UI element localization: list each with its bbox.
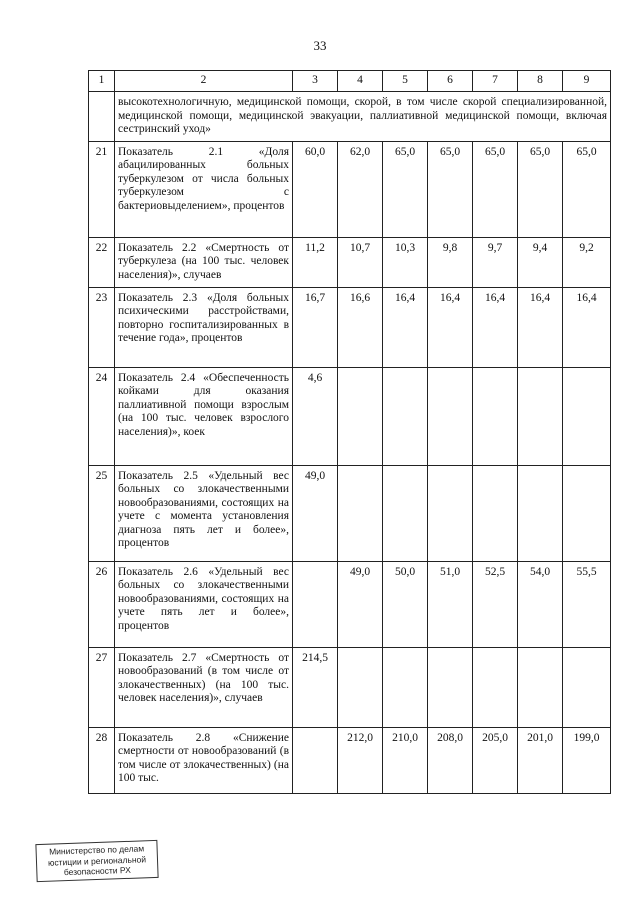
indicator-label: Показатель 2.6 «Удельный вес больных со злокачественными новообразованиями, состоящих на учете пять лет и более», процентов — [115, 561, 293, 647]
indicator-value: 49,0 — [338, 561, 383, 647]
indicator-value — [473, 465, 518, 561]
indicator-value — [338, 465, 383, 561]
indicator-value — [428, 647, 473, 727]
indicator-value: 9,4 — [518, 237, 563, 287]
table-row — [89, 647, 611, 727]
indicator-value: 10,3 — [383, 237, 428, 287]
indicator-value: 16,4 — [563, 287, 611, 367]
indicator-value: 9,8 — [428, 237, 473, 287]
indicator-value: 65,0 — [518, 141, 563, 237]
indicator-value — [428, 465, 473, 561]
indicator-value — [473, 647, 518, 727]
indicator-value — [518, 367, 563, 465]
indicator-value — [563, 647, 611, 727]
indicator-value — [383, 367, 428, 465]
header-row — [89, 71, 611, 92]
table-body — [89, 141, 611, 793]
header-cell: 9 — [563, 71, 611, 92]
indicator-value: 62,0 — [338, 141, 383, 237]
header-cell: 8 — [518, 71, 563, 92]
indicator-value — [563, 367, 611, 465]
indicators-table — [88, 70, 611, 794]
row-number: 21 — [89, 141, 115, 237]
indicator-value: 52,5 — [473, 561, 518, 647]
indicator-value — [428, 367, 473, 465]
header-cell: 6 — [428, 71, 473, 92]
indicator-label: Показатель 2.2 «Смертность от туберкулеза (на 100 тыс. человек населения)», случаев — [115, 237, 293, 287]
row-number: 25 — [89, 465, 115, 561]
indicator-value: 210,0 — [383, 727, 428, 793]
indicator-value: 16,6 — [338, 287, 383, 367]
header-cell: 1 — [89, 71, 115, 92]
table-row — [89, 465, 611, 561]
indicator-value: 199,0 — [563, 727, 611, 793]
indicator-value: 65,0 — [383, 141, 428, 237]
row-number: 22 — [89, 237, 115, 287]
table-row — [89, 561, 611, 647]
indicator-value: 9,7 — [473, 237, 518, 287]
indicator-value: 65,0 — [428, 141, 473, 237]
indicator-value: 212,0 — [338, 727, 383, 793]
ministry-stamp: Министерство по делам юстиции и региональной безопасности РХ — [35, 840, 158, 882]
table-row — [89, 287, 611, 367]
table-row — [89, 141, 611, 237]
indicator-label: Показатель 2.7 «Смертность от новообразований (в том числе от злокачественных) (на 100 тыс. человек населения)», случаев — [115, 647, 293, 727]
table-row — [89, 367, 611, 465]
indicator-value: 9,2 — [563, 237, 611, 287]
indicator-label: Показатель 2.8 «Снижение смертности от новообразований (в том числе от злокачественных) (на 100 тыс. — [115, 727, 293, 793]
indicator-label: Показатель 2.4 «Обеспеченность койками для оказания паллиативной помощи взрослым (на 100 тыс. человек взрослого населения)», коек — [115, 367, 293, 465]
row-number: 24 — [89, 367, 115, 465]
indicator-value: 54,0 — [518, 561, 563, 647]
continuation-row — [89, 92, 611, 142]
indicator-value: 4,6 — [293, 367, 338, 465]
indicator-value: 60,0 — [293, 141, 338, 237]
indicator-value: 205,0 — [473, 727, 518, 793]
header-cell: 4 — [338, 71, 383, 92]
indicator-label: Показатель 2.5 «Удельный вес больных со злокачественными новообразованиями, состоящих на учете с момента установления диагноза пять лет и более», процентов — [115, 465, 293, 561]
indicator-value — [383, 647, 428, 727]
indicator-value — [293, 561, 338, 647]
indicator-value — [338, 647, 383, 727]
indicator-value: 55,5 — [563, 561, 611, 647]
row-number: 27 — [89, 647, 115, 727]
indicator-value: 16,4 — [473, 287, 518, 367]
header-cell: 7 — [473, 71, 518, 92]
indicator-value: 65,0 — [563, 141, 611, 237]
indicator-value — [563, 465, 611, 561]
row-number: 28 — [89, 727, 115, 793]
header-cell: 5 — [383, 71, 428, 92]
indicator-value: 201,0 — [518, 727, 563, 793]
indicator-value: 16,4 — [518, 287, 563, 367]
indicator-value: 50,0 — [383, 561, 428, 647]
indicator-value — [518, 465, 563, 561]
indicator-value: 16,4 — [428, 287, 473, 367]
indicator-value — [473, 367, 518, 465]
header-cell: 2 — [115, 71, 293, 92]
indicator-value — [293, 727, 338, 793]
header-cell: 3 — [293, 71, 338, 92]
indicator-value: 65,0 — [473, 141, 518, 237]
indicator-label: Показатель 2.3 «Доля больных психическими расстройствами, повторно госпитализированных в течение года», процентов — [115, 287, 293, 367]
indicator-value: 11,2 — [293, 237, 338, 287]
indicator-label: Показатель 2.1 «Доля абацилированных больных туберкулезом от числа больных туберкулезом с бактериовыделением», процентов — [115, 141, 293, 237]
indicator-value: 51,0 — [428, 561, 473, 647]
table-row — [89, 237, 611, 287]
table-row — [89, 727, 611, 793]
indicator-value — [338, 367, 383, 465]
indicator-value: 16,4 — [383, 287, 428, 367]
continuation-text: высокотехнологичную, медицинской помощи, скорой, в том числе скорой специализированной, медицинской помощи, медицинской эвакуации, паллиативной медицинской помощи, включая сестринский уход» — [115, 92, 611, 142]
indicator-value: 214,5 — [293, 647, 338, 727]
indicator-value — [383, 465, 428, 561]
indicator-value: 16,7 — [293, 287, 338, 367]
row-number: 26 — [89, 561, 115, 647]
page-number: 33 — [313, 38, 327, 53]
indicator-value — [518, 647, 563, 727]
indicator-value: 49,0 — [293, 465, 338, 561]
row-number: 23 — [89, 287, 115, 367]
indicator-value: 10,7 — [338, 237, 383, 287]
indicator-value: 208,0 — [428, 727, 473, 793]
